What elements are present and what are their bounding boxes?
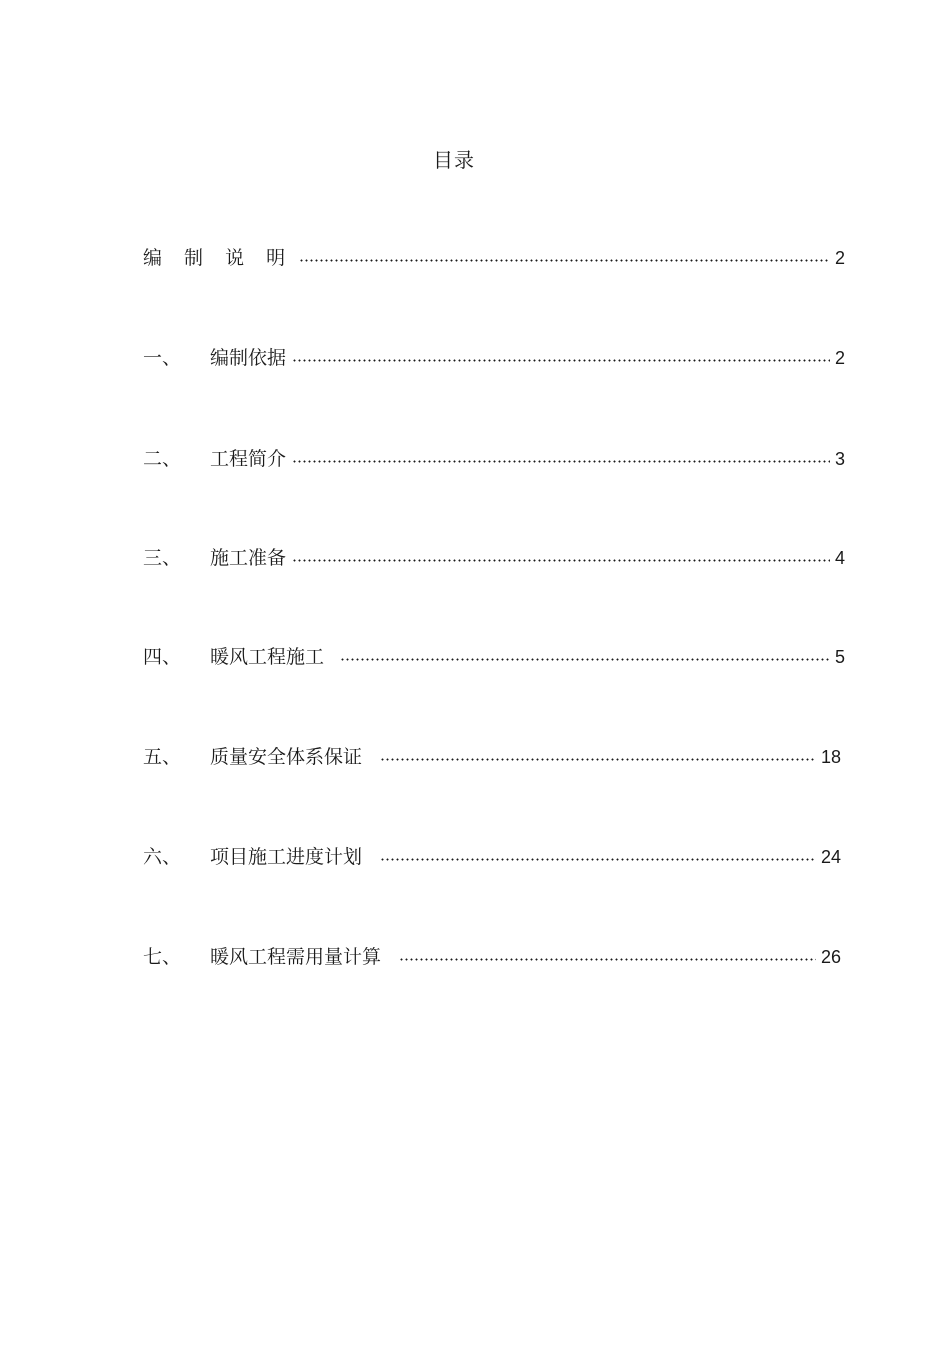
- toc-dot-leader: [292, 456, 830, 466]
- toc-entry-page: 18: [820, 747, 841, 767]
- toc-entry-text: 暖风工程施工: [210, 646, 325, 668]
- toc-entry-text: 质量安全体系保证: [210, 746, 363, 768]
- toc-entry-page: 2: [834, 348, 845, 368]
- toc-entry-page: 4: [834, 548, 845, 568]
- toc-title: 目录: [433, 148, 475, 172]
- toc-entry-page: 26: [820, 947, 841, 967]
- toc-entry-text: 编制依据: [210, 347, 287, 369]
- toc-entry[interactable]: [143, 744, 841, 770]
- toc-entry-page: 24: [820, 847, 841, 867]
- toc-entry-page: 5: [834, 647, 845, 667]
- toc-entry-text: 工程简介: [210, 448, 287, 470]
- toc-entry-number: 六、: [143, 846, 182, 868]
- toc-entry-number: 四、: [143, 646, 182, 668]
- toc-entry-page: 3: [834, 449, 845, 469]
- toc-entry-text: 编 制 说 明: [143, 247, 294, 269]
- toc-dot-leader: [380, 754, 816, 764]
- toc-entry-text: 项目施工进度计划: [210, 846, 363, 868]
- toc-entry-number: 二、: [143, 448, 182, 470]
- toc-entry[interactable]: [143, 446, 845, 472]
- toc-dot-leader: [399, 954, 816, 964]
- toc-entry-page: 2: [834, 248, 845, 268]
- toc-entry-text: 暖风工程需用量计算: [210, 946, 382, 968]
- toc-entry[interactable]: [143, 844, 841, 870]
- toc-entry[interactable]: [143, 345, 845, 371]
- toc-dot-leader: [380, 854, 816, 864]
- toc-entry[interactable]: [143, 245, 845, 271]
- toc-dot-leader: [292, 555, 830, 565]
- toc-entry-number: 五、: [143, 746, 182, 768]
- toc-entry-number: 一、: [143, 347, 182, 369]
- toc-dot-leader: [292, 355, 830, 365]
- toc-entry-number: 七、: [143, 946, 182, 968]
- toc-entry[interactable]: [143, 644, 845, 670]
- toc-entry-number: 三、: [143, 547, 182, 569]
- toc-dot-leader: [340, 654, 830, 664]
- toc-entry-text: 施工准备: [210, 547, 287, 569]
- toc-entry[interactable]: [143, 545, 845, 571]
- toc-entry[interactable]: [143, 944, 841, 970]
- toc-dot-leader: [299, 255, 830, 265]
